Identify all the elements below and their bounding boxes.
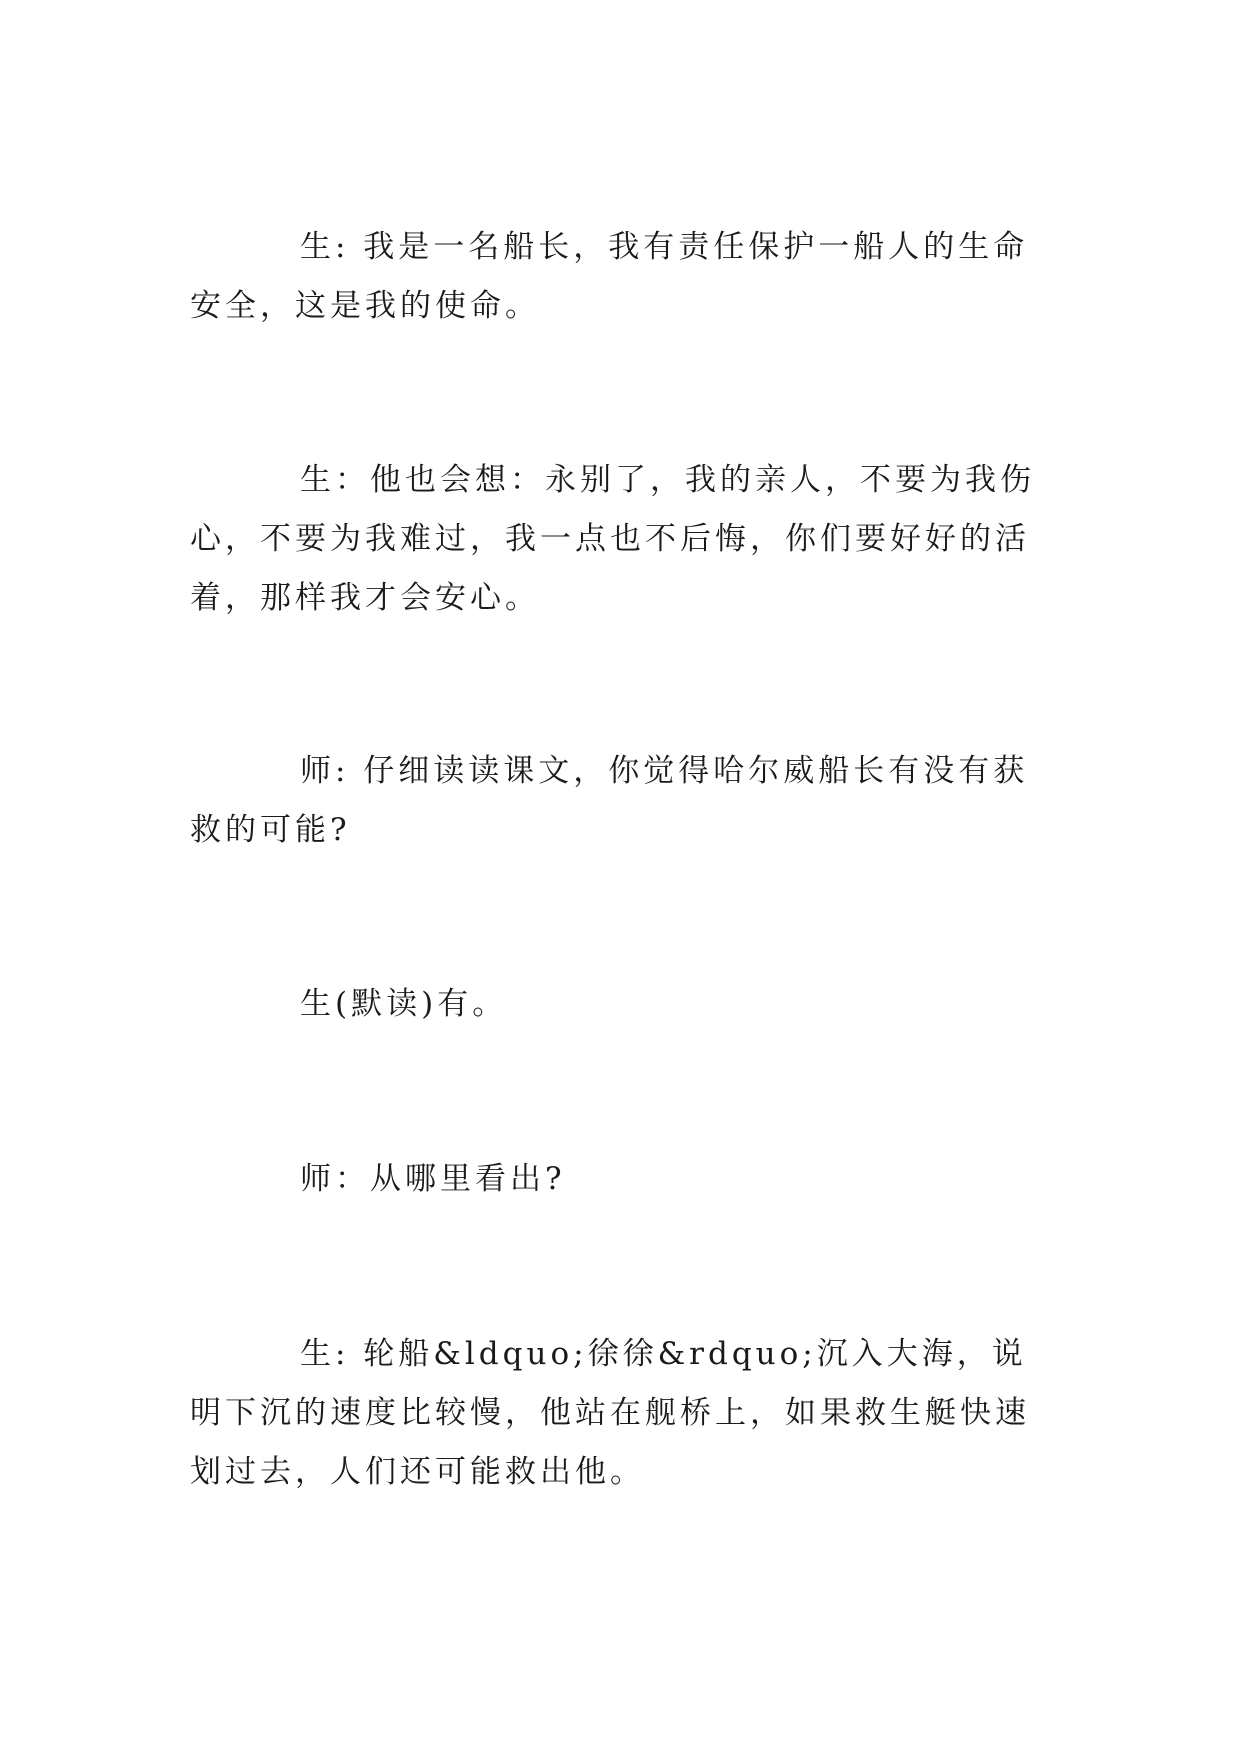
paragraph: 师：从哪里看出? — [300, 1161, 566, 1197]
paragraph: 生: 轮船&ldquo;徐徐&rdquo;沉入大海，说明下沉的速度比较慢，他站在舰桥上，如果救生艇快速划过去，人们还可能救出他。 — [190, 1336, 1030, 1490]
paragraph: 生: 我是一名船长，我有责任保护一船人的生命安全，这是我的使命。 — [190, 229, 1029, 324]
paragraph: 师: 仔细读读课文，你觉得哈尔威船长有没有获救的可能? — [190, 753, 1029, 848]
paragraph: 生：他也会想：永别了，我的亲人，不要为我伤心，不要为我难过，我一点也不后悔，你们要好好的活着，那样我才会安心。 — [190, 462, 1035, 616]
paragraph: 生(默读)有。 — [300, 986, 508, 1022]
